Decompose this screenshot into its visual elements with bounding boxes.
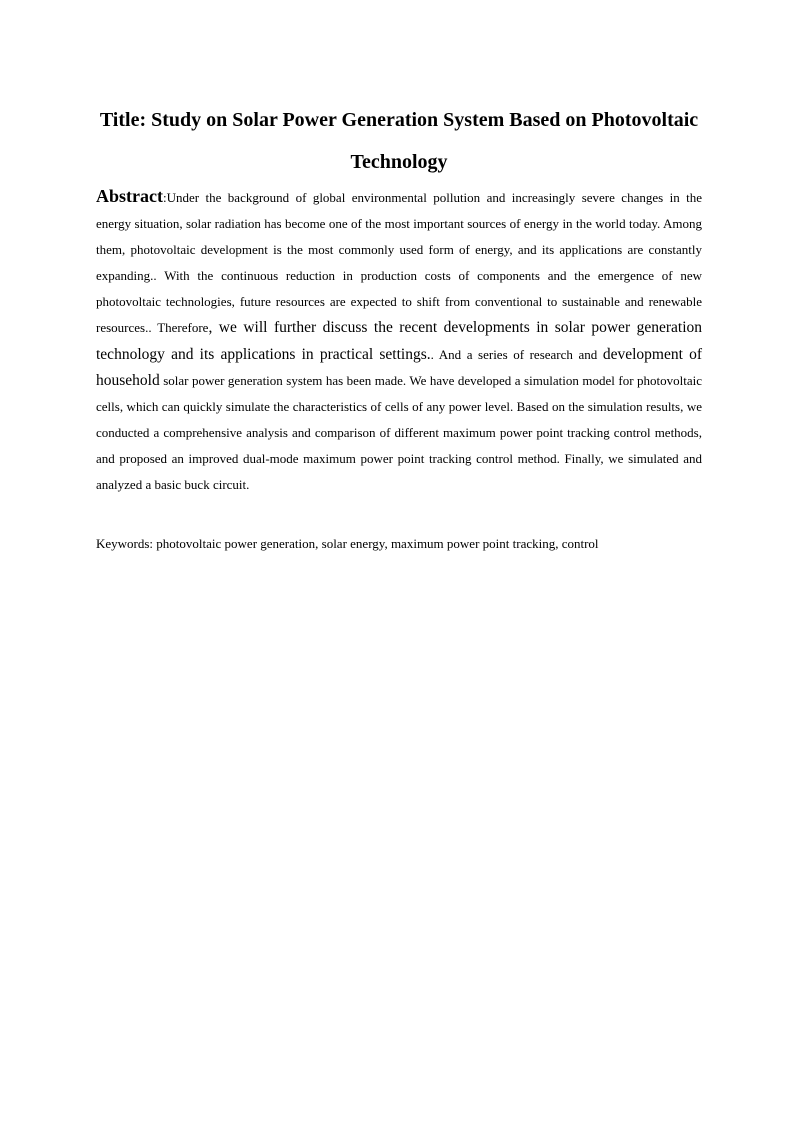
abstract-text-part3: . And a series of research and [430,346,603,362]
abstract-heading: Abstract [96,186,163,206]
abstract-text-part4: development of household [96,345,702,389]
paper-title: Title: Study on Solar Power Generation System Based on Photovoltaic Technology [99,109,699,173]
abstract-text-part5: solar power generation system has been made. We have developed a simulation model for photovoltaic cells, which can quickly simulate the characteristics of cells of any power level. Based on the simulation results, we conducted a comprehensive analysis and comparison of different maximum power point tracking control methods, and proposed an improved dual-mode maximum power point tracking control method. Finally, we simulated and analyzed a basic buck circuit. [96,372,702,493]
keywords-line: Keywords: photovoltaic power generation, solar energy, maximum power point tracking, control [96,536,599,551]
abstract-text-part1: Under the background of global environmental pollution and increasingly severe changes in the energy situation, solar radiation has become one of the most important sources of energy in the world today. Among them, photovoltaic development is the most commonly used form of energy, and its applications are constantly expanding.. With the continuous reduction in production costs of components and the emergence of new photovoltaic technologies, future resources are expected to shift from conventional to sustainable and renewable resources.. Therefore [96,190,702,336]
abstract-paragraph [96,183,702,498]
abstract-separator: : [162,190,167,205]
abstract-text-part2: , we will further discuss the recent developments in solar power generation technology and its applications in practical settings. [96,319,702,363]
